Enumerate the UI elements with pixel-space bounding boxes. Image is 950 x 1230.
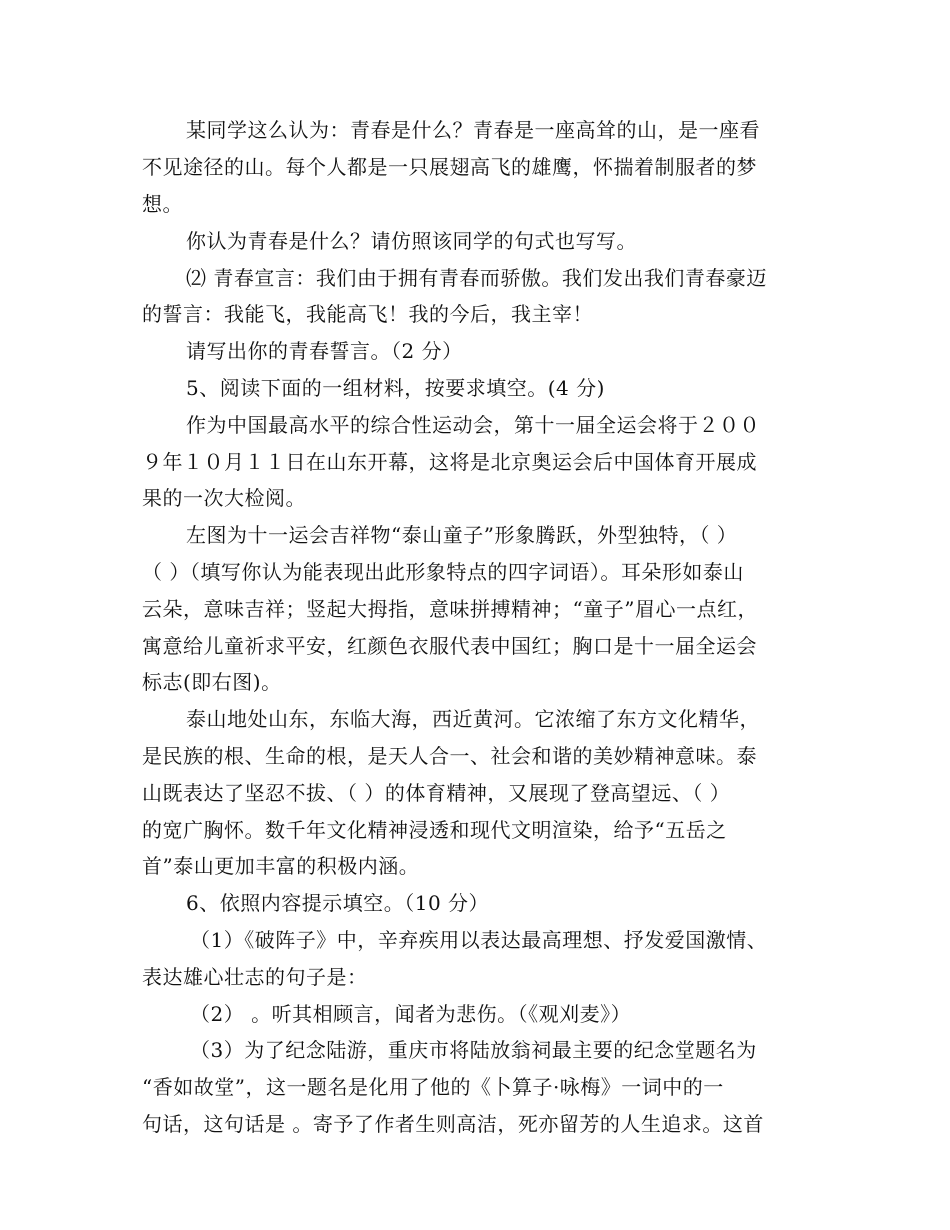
section-heading: 5、阅读下面的一组材料，按要求填空。(4 分) xyxy=(186,376,605,400)
paragraph-line: 的宽广胸怀。数千年文化精神浸透和现代文明渲染，给予“五岳之 xyxy=(142,818,727,842)
paragraph-line: 首”泰山更加丰富的积极内涵。 xyxy=(142,854,420,878)
paragraph-line: 请写出你的青春誓言。（2 分） xyxy=(186,339,463,363)
paragraph-line: 表达雄心壮志的句子是： xyxy=(142,965,368,989)
paragraph-line: ⑵ 青春宣言：我们由于拥有青春而骄傲。我们发出我们青春豪迈 xyxy=(186,266,767,290)
paragraph-line: 的誓言：我能飞，我能高飞！我的今后，我主宰！ xyxy=(142,302,593,326)
paragraph-line: 作为中国最高水平的综合性运动会，第十一届全运会将于２００ xyxy=(186,413,760,437)
paragraph-line: （1）《破阵子》中，辛弃疾用以表达最高理想、抒发爱国激情、 xyxy=(190,928,768,952)
paragraph-line: 想。 xyxy=(142,192,183,216)
paragraph-line: 句话，这句话是 。寄予了作者生则高洁，死亦留芳的人生追求。这首 xyxy=(142,1112,764,1136)
paragraph-line: （3）为了纪念陆游，重庆市将陆放翁祠最主要的纪念堂题名为 xyxy=(190,1038,757,1062)
paragraph-line: （2） 。听其相顾言，闻者为悲伤。（《观刈麦》） xyxy=(190,1002,632,1026)
paragraph-line: 你认为青春是什么？请仿照该同学的句式也写写。 xyxy=(186,229,637,253)
section-heading: 6、依照内容提示填空。（10 分） xyxy=(186,891,490,915)
paragraph-line: 果的一次大检阅。 xyxy=(142,486,306,510)
paragraph-line: 云朵，意味吉祥；竖起大拇指，意味拼搏精神；“童子”眉心一点红， xyxy=(142,597,758,621)
paragraph-line: 标志(即右图)。 xyxy=(142,670,282,694)
paragraph-line: （ ）（填写你认为能表现出此形象特点的四字词语）。耳朵形如泰山 xyxy=(142,560,744,584)
paragraph-line: 某同学这么认为：青春是什么？青春是一座高耸的山，是一座看 xyxy=(186,118,760,142)
paragraph-line: 泰山地处山东，东临大海，西近黄河。它浓缩了东方文化精华， xyxy=(186,707,760,731)
paragraph-line: 左图为十一运会吉祥物“泰山童子”形象腾跃，外型独特，（ ） xyxy=(186,523,738,547)
paragraph-line: “香如故堂”，这一题名是化用了他的《卜算子·咏梅》一词中的一 xyxy=(142,1075,724,1099)
paragraph-line: ９年１０月１１日在山东开幕，这将是北京奥运会后中国体育开展成 xyxy=(142,450,757,474)
paragraph-line: 是民族的根、生命的根，是天人合一、社会和谐的美妙精神意味。泰 xyxy=(142,744,757,768)
paragraph-line: 寓意给儿童祈求平安，红颜色衣服代表中国红；胸口是十一届全运会 xyxy=(142,634,757,658)
paragraph-line: 山既表达了坚忍不拔、（ ）的体育精神，又展现了登高望远、（ ） xyxy=(142,781,731,805)
paragraph-line: 不见途径的山。每个人都是一只展翅高飞的雄鹰，怀揣着制服者的梦 xyxy=(142,155,757,179)
